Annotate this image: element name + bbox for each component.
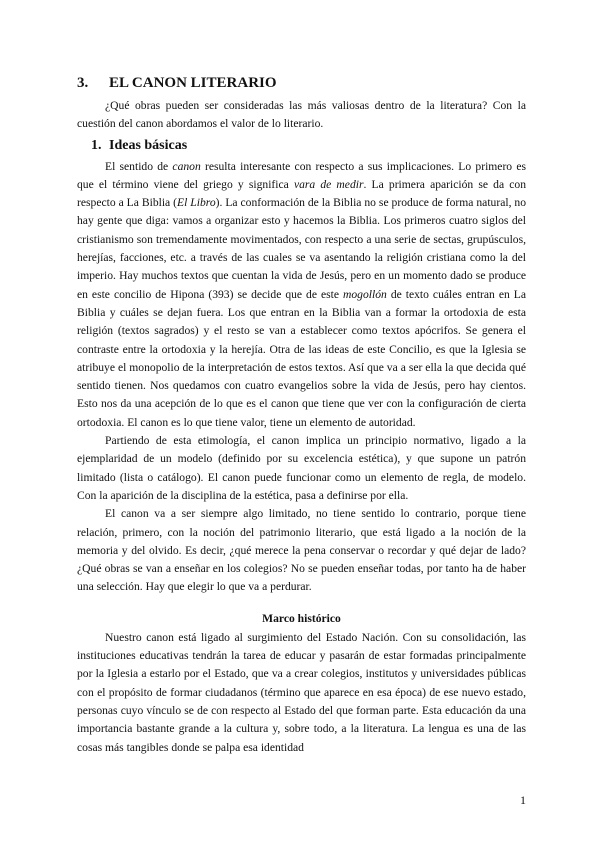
paragraph-3: El canon va a ser siempre algo limitado, no tiene sentido lo contrario, porque tiene relación, primero, con la noción del patrimonio literario, que está ligado a la noción de la memoria y del olvido. Es decir, ¿qué merece la pena conservar o recordar y qué dejar de lado? ¿Qué obras se van a enseñar en los colegios? No se pueden enseñar todas, por tanto ha de haber una selección. Hay que elegir lo que va a perdurar. [77, 507, 526, 594]
paragraph-2: Partiendo de esta etimología, el canon implica un principio normativo, ligado a la ejemplaridad de un modelo (definido por su excelencia estética), y que supone un patrón limitado (lista o catálogo). El canon puede funcionar como un elemento de regla, de modelo. Con la aparición de la disciplina de la estética, pasa a definirse por ella. [77, 434, 526, 502]
section-number: 1. [91, 137, 102, 153]
page-number: 1 [520, 793, 526, 807]
paragraph-4: Nuestro canon está ligado al surgimiento del Estado Nación. Con su consolidación, las instituciones educativas tendrán la tarea de educar y pasarán de estar formadas principalmente por la Iglesia a estarlo por el Estado, que va a crear colegios, institutos y universidades públicas con el propósito de formar ciudadanos (término que aparece en esa época) de ese nuevo estado, personas cuyo vínculo se de con respecto al Estado del que forman parte. Esta educación da una importancia bastante grande a la cultura y, sobre todo, a la literatura. La lengua es una de las cosas más tangibles donde se palpa esa identidad [77, 630, 526, 754]
p1-term-vara: vara de medir [293, 177, 364, 191]
chapter-number: 3. [77, 75, 89, 91]
section-title: Ideas básicas [109, 137, 188, 153]
document-page [77, 74, 526, 757]
intro-paragraph: ¿Qué obras pueden ser consideradas las más valiosas dentro de la literatura? Con la cuestión del canon abordamos el valor de lo literario. [77, 99, 526, 131]
chapter-title: EL CANON LITERARIO [109, 75, 277, 91]
p1-term-canon: canon [172, 159, 201, 173]
chapter-heading [77, 74, 526, 92]
paragraph-1 [77, 158, 526, 432]
p1-text-c: resulta interesante con respecto a sus implicaciones. Lo primero es que el término viene del griego y significa [77, 159, 526, 191]
p1-text-e: . La primera aparición se da con respecto a La Biblia ( [77, 177, 526, 210]
p1-text-a: El sentido de [105, 159, 173, 173]
p1-term-libro: El Libro [177, 196, 216, 210]
subheading: Marco histórico [262, 611, 341, 625]
p1-text-i: de texto cuáles entran en La Biblia y cuáles se dejan fuera. Los que entran en la Biblia van a formar la ortodoxia de esta religión (textos sagrados) y el resto se van a establecer como textos apócrifos. Se genera el contraste entre la ortodoxia y la herejía. Otra de las ideas de este Concilio, es que la Iglesia se atribuye el monopolio de la interpretación de estos textos. Así que va a ser ella la que decida qué sentido tienen. Nos quedamos con cuatro evangelios sobre la vida de Jesús, pero hay cientos. Esto nos da una acepción de lo que es el canon que tiene que ver con la configuración de cierta ortodoxia. El canon es lo que tiene valor, tiene un elemento de autoridad. [77, 287, 527, 429]
p1-term-mogollon: mogollón [343, 287, 387, 301]
section-heading [91, 137, 526, 155]
p1-text-g: ). La conformación de la Biblia no se produce de forma natural, no hay gente que diga: vamos a organizar esto y hacemos la Biblia. Los primeros cuatro siglos del cristianismo son tremendamente movimentados, con respecto a una serie de sectas, grupúsculos, herejías, facciones, etc. a través de las cuales se va asentando la religión cristiana como la del imperio. Hay muchos textos que cuentan la vida de Jesús, pero en un momento dado se produce en este concilio de Hipona (393) se decide que de este [77, 196, 527, 301]
